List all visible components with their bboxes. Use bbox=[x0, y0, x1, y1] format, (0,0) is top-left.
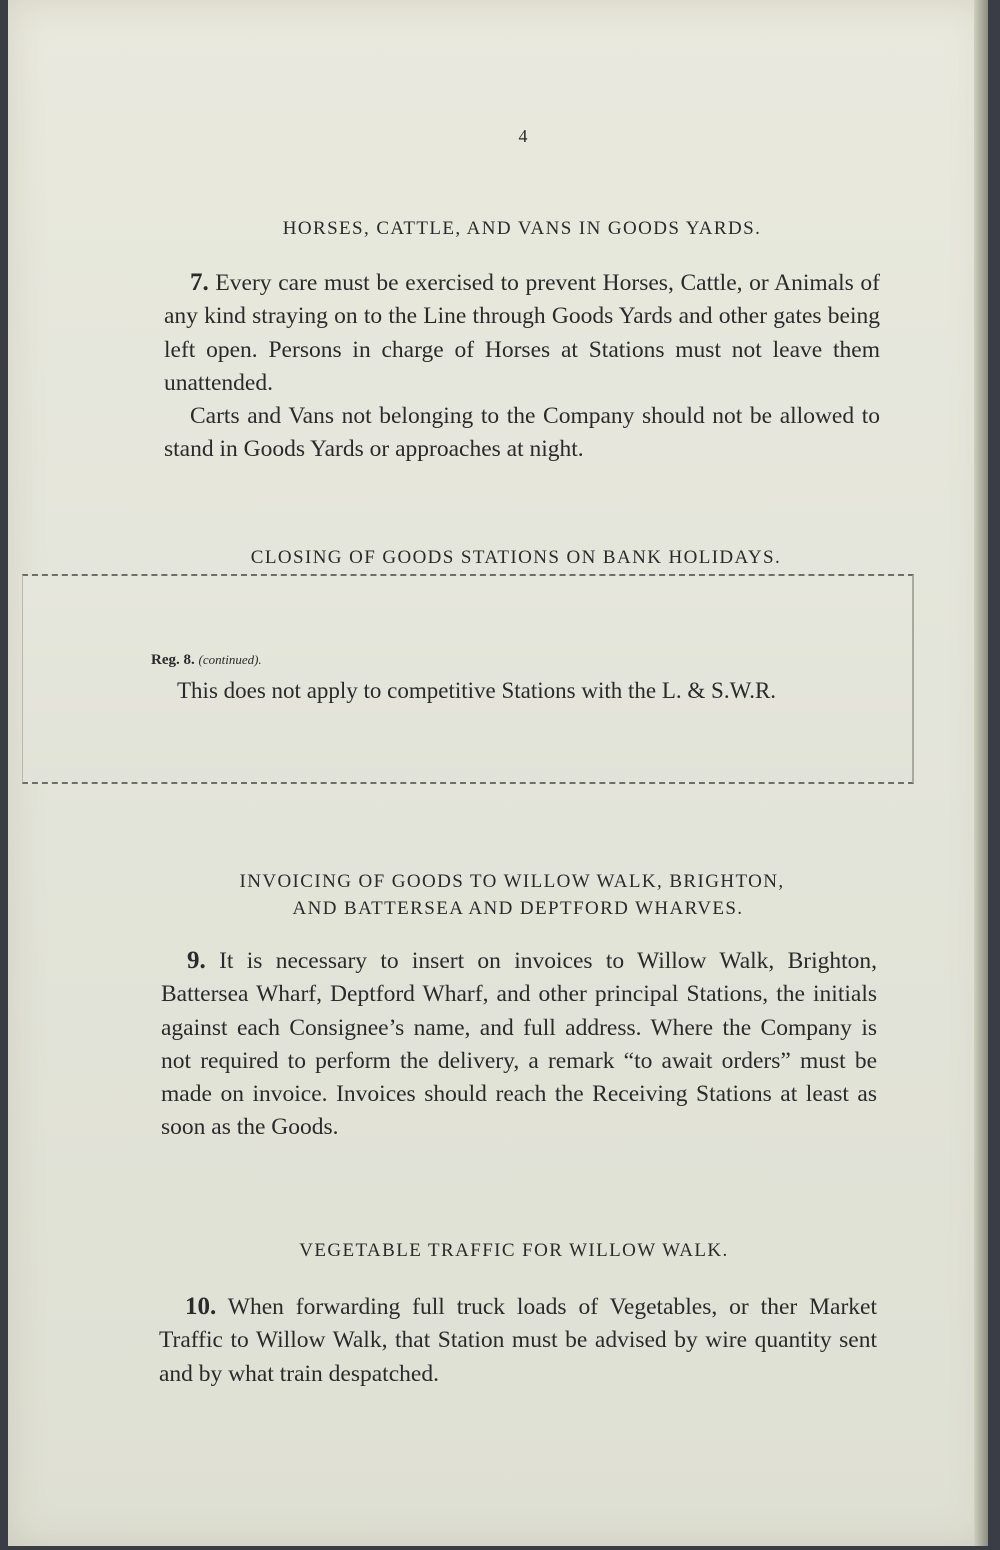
page-edge-shadow bbox=[974, 0, 988, 1546]
section-10-paragraph bbox=[159, 1290, 877, 1391]
section-9-number: 9. bbox=[187, 947, 206, 974]
slip-reference bbox=[151, 652, 262, 669]
section-10 bbox=[159, 1290, 877, 1391]
section-7-paragraph-1 bbox=[164, 266, 880, 400]
section-9-text: It is necessary to insert on invoices to Willow Walk, Brighton, Battersea Wharf, Deptford Wharf, and other principal Stations, the initials against each Consignee’s name, and full address. Where the Company is not required to perform the delivery, a remark “to await orders” must be made on invoice. Invoices should reach the Receiving Stations at least as soon as the Goods. bbox=[161, 948, 878, 1141]
section-10-number: 10. bbox=[185, 1293, 217, 1320]
slip-reg-number: Reg. 8. bbox=[151, 652, 195, 668]
section-7-number: 7. bbox=[190, 269, 209, 296]
heading-invoicing-line-2: AND BATTERSEA AND DEPTFORD WHARVES. bbox=[292, 898, 744, 919]
section-7-text-1: Every care must be exercised to prevent Horses, Cattle, or Animals of any kind straying on to the Line through Goods Yards and other gates being left open. Persons in charge of Horses at Stations must not leave them unattended. bbox=[164, 270, 880, 396]
heading-horses-cattle-vans: HORSES, CATTLE, AND VANS IN GOODS YARDS. bbox=[282, 218, 762, 239]
section-7 bbox=[164, 266, 880, 467]
heading-vegetable-traffic: VEGETABLE TRAFFIC FOR WILLOW WALK. bbox=[299, 1240, 729, 1261]
heading-closing-goods-stations: CLOSING OF GOODS STATIONS ON BANK HOLIDAYS. bbox=[250, 547, 782, 568]
page-number: 4 bbox=[518, 126, 528, 146]
section-9-paragraph bbox=[161, 944, 877, 1145]
slip-text: This does not apply to competitive Stations with the L. & S.W.R. bbox=[177, 678, 777, 703]
section-10-text: When forwarding full truck loads of Vegetables, or ther Market Traffic to Willow Walk, that Station must be advised by wire quantity sent and by what train despatched. bbox=[159, 1294, 877, 1387]
section-7-text-2: Carts and Vans not belonging to the Company should not be allowed to stand in Goods Yards or approaches at night. bbox=[164, 403, 880, 463]
section-9 bbox=[161, 944, 877, 1145]
heading-invoicing-line-1: INVOICING OF GOODS TO WILLOW WALK, BRIGHTON, bbox=[239, 871, 785, 892]
slip-continued: (continued). bbox=[198, 652, 262, 667]
section-7-paragraph-2 bbox=[164, 400, 880, 467]
pasted-amendment-slip bbox=[22, 574, 914, 784]
